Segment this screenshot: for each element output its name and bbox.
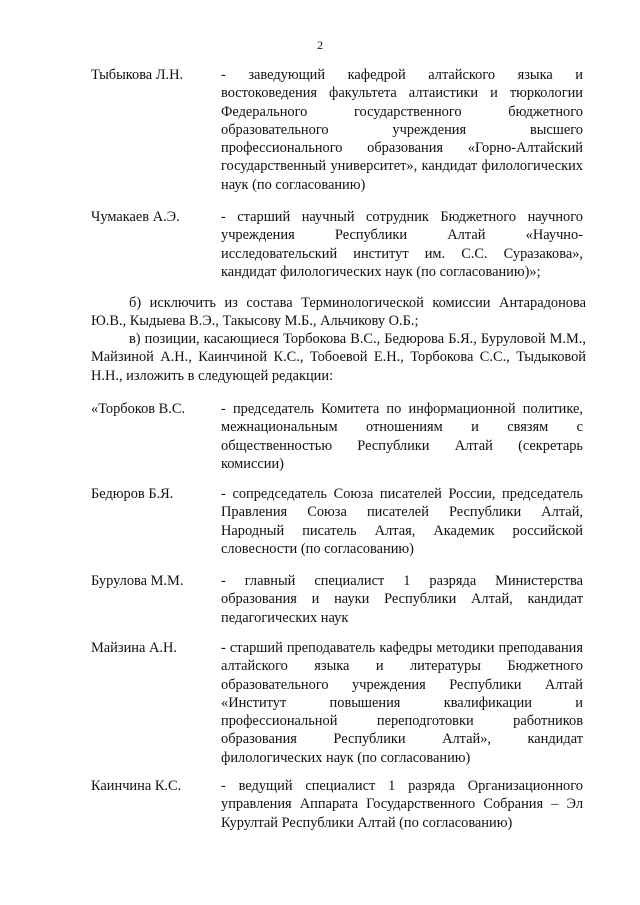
member-description: - старший преподаватель кафедры методики преподавания алтайского языка и литературы Бюджетного образовательного учреждения Республики Алтай «Институт повышения квалификации и профессиональной переподготовки работников образования Республики Алтай», кандидат филологических наук (по согласованию) [221,640,583,766]
commission-member-entry [91,572,586,627]
member-description: - главный специалист 1 разряда Министерства образования и науки Республики Алтай, кандидат педагогических наук [221,573,583,626]
page-number: 2 [317,38,323,52]
member-name: Каинчина К.С. [91,778,182,794]
amendment-paragraph-b: б) исключить из состава Терминологической комиссии Антарадонова Ю.В., Кыдыева В.Э., Такысову М.Б., Альчикову О.Б.; [91,295,586,330]
member-description: - сопредседатель Союза писателей России, председатель Правления Союза писателей Республики Алтай, Народный писатель Алтая, Академик российской словесности (по согласованию) [221,486,583,557]
member-description: - старший научный сотрудник Бюджетного научного учреждения Республики Алтай «Научно-исследовательский институт им. С.С. Суразакова», кандидат филологических наук (по согласованию)»; [221,209,583,280]
member-name: Тыбыкова Л.Н. [91,67,184,83]
commission-member-entry [91,400,586,473]
commission-member-entry [91,777,586,832]
commission-member-entry [91,66,586,194]
member-description: - председатель Комитета по информационной политике, межнациональным отношениям и связям с общественностью Республики Алтай (секретарь комиссии) [221,401,583,472]
commission-member-entry [91,208,586,281]
commission-member-entry [91,485,586,558]
member-name: Майзина А.Н. [91,640,177,656]
member-name: Чумакаев А.Э. [91,209,180,225]
amendment-paragraph-v: в) позиции, касающиеся Торбокова В.С., Бедюрова Б.Я., Буруловой М.М., Майзиной А.Н., Каинчиной К.С., Тобоевой Е.Н., Торбокова С.С., Тыдыковой Н.Н., изложить в следующей редакции: [91,331,586,384]
member-description: - ведущий специалист 1 разряда Организационного управления Аппарата Государственного Собрания – Эл Курултай Республики Алтай (по согласованию) [221,778,583,831]
member-name: Бедюров Б.Я. [91,486,174,502]
member-description: - заведующий кафедрой алтайского языка и востоковедения факультета алтаистики и тюркологии Федерального государственного бюджетного образовательного учреждения высшего профессионального образования «Горно-Алтайский государственный университет», кандидат филологических наук (по согласованию) [221,67,583,193]
commission-member-entry [91,639,586,767]
member-name: Бурулова М.М. [91,573,184,589]
member-name: «Торбоков В.С. [91,401,186,417]
